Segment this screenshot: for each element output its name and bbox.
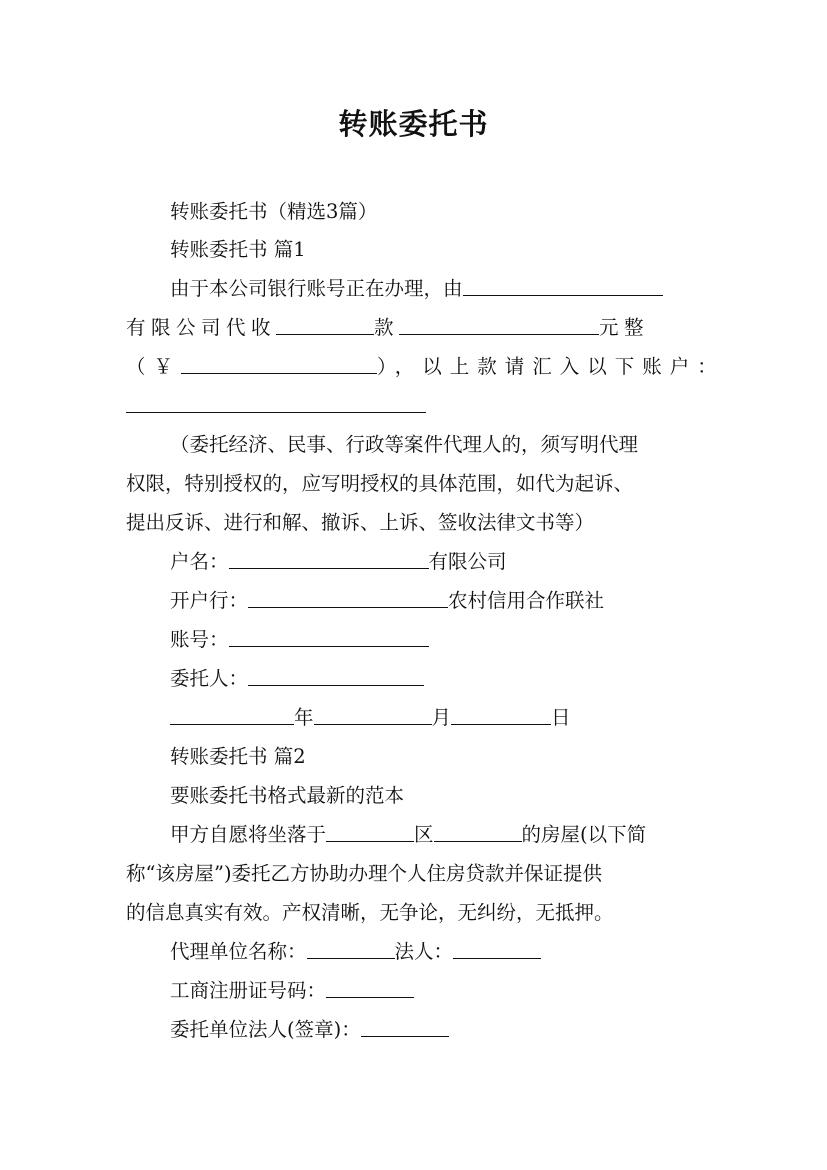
bank-label: 开户行：: [170, 589, 249, 612]
signature-label: 委托单位法人(签章)：: [170, 1018, 361, 1041]
agent-row: [170, 939, 541, 965]
account-no-row: [170, 627, 429, 653]
blank-line: [126, 394, 426, 413]
document-title: 转账委托书: [338, 107, 489, 141]
account-name-blank: [229, 550, 429, 569]
signature-row: [170, 1017, 449, 1043]
s1-p1-text-c2: ），以上款请汇入以下账户：: [377, 355, 725, 378]
agent-blank: [307, 940, 395, 959]
blank-line: [463, 277, 663, 296]
blank-line: [181, 355, 377, 374]
s2-paragraph1-line3: 的信息真实有效。产权清晰，无争论，无纠纷，无抵押。: [126, 901, 614, 924]
s1-note-line2: 权限，特别授权的，应写明授权的具体范围，如代为起诉、: [126, 472, 634, 495]
section1-heading: 转账委托书 篇1: [170, 238, 306, 261]
s1-p1-text-b3: 元整: [599, 316, 650, 339]
legal-label: 法人：: [394, 940, 454, 963]
registration-row: [170, 978, 414, 1004]
agent-label: 代理单位名称：: [170, 940, 307, 963]
s1-p1-text-c1: （￥: [126, 355, 182, 378]
account-name-suffix: 有限公司: [428, 550, 507, 573]
s2-paragraph1-line2: 称“该房屋”)委托乙方协助办理个人住房贷款并保证提供: [126, 862, 603, 885]
bank-blank: [248, 589, 448, 608]
s2-p1-text-c: 的房屋(以下简: [521, 823, 647, 846]
account-no-label: 账号：: [170, 628, 229, 651]
s1-p1-text-a: 由于本公司银行账号正在办理，由: [170, 277, 463, 300]
client-label: 委托人：: [170, 667, 249, 690]
s1-paragraph1-line2: [126, 315, 649, 341]
account-no-blank: [229, 628, 429, 647]
section2-heading: 转账委托书 篇2: [170, 745, 306, 768]
blank-line: [399, 316, 599, 335]
registration-label: 工商注册证号码：: [170, 979, 327, 1002]
signature-blank: [361, 1018, 449, 1037]
bank-row: [170, 588, 604, 614]
legal-blank: [453, 940, 541, 959]
year-blank: [170, 706, 294, 725]
date-month-label: 月: [431, 706, 452, 729]
date-row: [170, 705, 571, 731]
s2-paragraph1-line1: [170, 822, 646, 848]
blank-line: [326, 823, 414, 842]
s1-p1-text-b2: 款: [374, 316, 400, 339]
document-subtitle: 转账委托书（精选3篇）: [170, 200, 378, 223]
s1-paragraph1-line1: [170, 276, 663, 302]
client-blank: [248, 667, 424, 686]
account-name-row: [170, 549, 507, 575]
s1-note-line3: 提出反诉、进行和解、撤诉、上诉、签收法律文书等）: [126, 511, 595, 534]
day-blank: [451, 706, 551, 725]
registration-blank: [326, 979, 414, 998]
blank-line: [434, 823, 522, 842]
s1-paragraph1-line4: [126, 393, 426, 419]
date-day-label: 日: [551, 706, 571, 729]
client-row: [170, 666, 424, 692]
account-name-label: 户名：: [170, 550, 229, 573]
date-year-label: 年: [294, 706, 314, 729]
s2-p1-text-a: 甲方自愿将坐落于: [170, 823, 327, 846]
s2-p1-text-b: 区: [414, 823, 434, 846]
s1-note-line1: （委托经济、民事、行政等案件代理人的，须写明代理: [170, 433, 639, 456]
bank-suffix: 农村信用合作联社: [448, 589, 605, 612]
s1-p1-text-b1: 有限公司代收: [126, 316, 277, 339]
blank-line: [276, 316, 374, 335]
section2-subheading: 要账委托书格式最新的范本: [170, 784, 405, 807]
s1-paragraph1-line3: [126, 354, 725, 380]
month-blank: [314, 706, 432, 725]
